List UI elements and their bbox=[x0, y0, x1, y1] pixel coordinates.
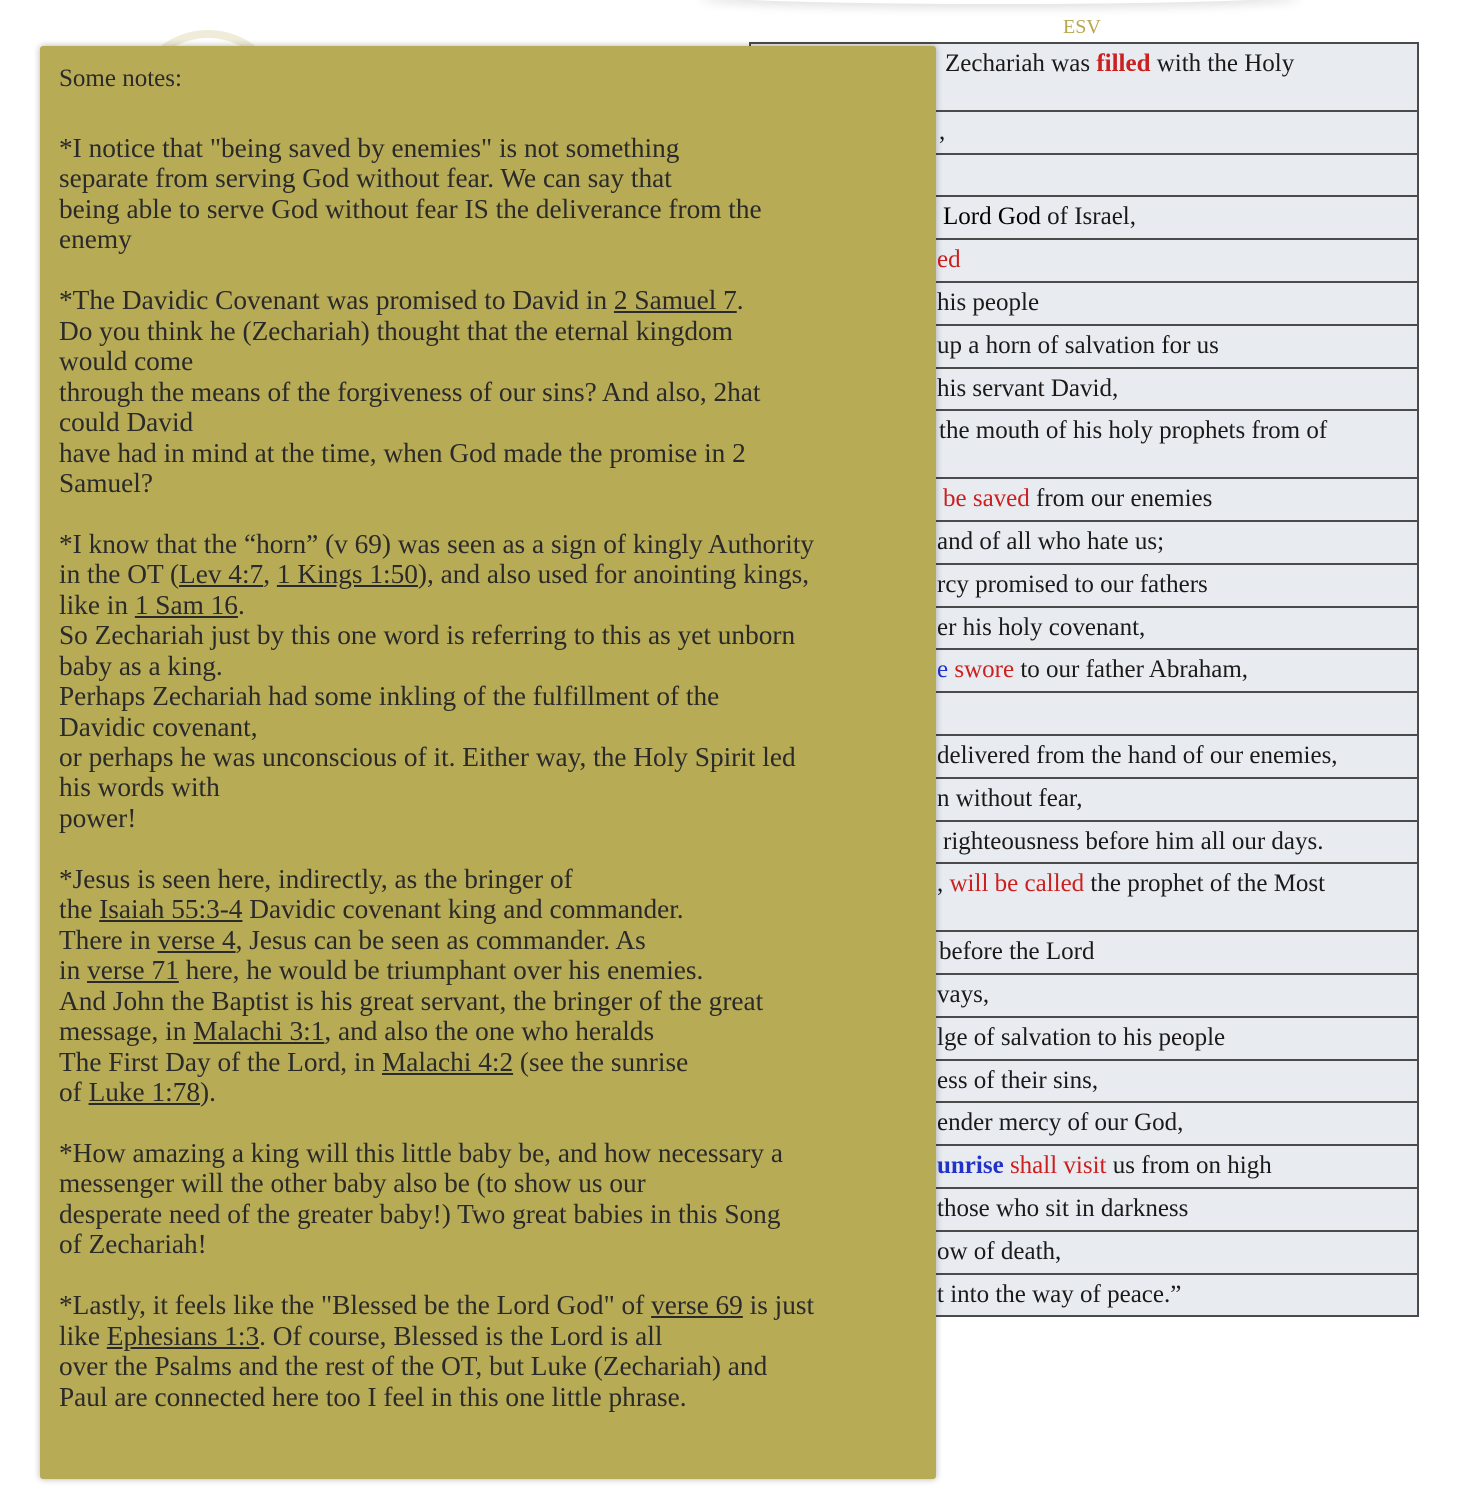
verse-fragment: , bbox=[939, 117, 946, 145]
note-text: could David bbox=[59, 407, 194, 438]
paragraph-gap bbox=[59, 1260, 936, 1290]
note-line bbox=[59, 590, 936, 620]
verse-fragment: from our enemies bbox=[1029, 485, 1213, 513]
scripture-reference-link[interactable]: Lev 4:7 bbox=[179, 559, 264, 590]
verse-fragment: n without fear, bbox=[937, 784, 1083, 812]
note-text: or perhaps he was unconscious of it. Either way, the Holy Spirit led bbox=[59, 742, 796, 773]
note-text: . bbox=[736, 285, 744, 316]
note-text: *I know that the “horn” (v 69) was seen as a sign of kingly Authority bbox=[59, 528, 815, 559]
note-line bbox=[59, 163, 936, 193]
note-line bbox=[59, 651, 936, 681]
verse-fragment: ender mercy of our God, bbox=[937, 1109, 1184, 1137]
note-line bbox=[59, 986, 936, 1016]
verse-text bbox=[937, 656, 1248, 684]
note-text: the bbox=[59, 894, 100, 925]
highlighted-word: shall visit bbox=[1003, 1152, 1107, 1180]
note-text: , Jesus can be seen as commander. As bbox=[235, 924, 646, 955]
note-text: Do you think he (Zechariah) thought that the eternal kingdom bbox=[59, 315, 733, 346]
verse-text bbox=[937, 1152, 1272, 1180]
note-text: messenger will the other baby also be (to show us our bbox=[59, 1168, 646, 1199]
verse-text bbox=[943, 828, 1323, 856]
verse-fragment: vays, bbox=[937, 980, 990, 1008]
note-text: Samuel? bbox=[59, 467, 153, 498]
verse-fragment: , bbox=[937, 870, 950, 898]
verse-text bbox=[937, 981, 989, 1009]
verse-fragment: up a horn of salvation for us bbox=[937, 331, 1219, 359]
note-text: have had in mind at the time, when God made the promise in 2 bbox=[59, 437, 746, 468]
note-line bbox=[59, 803, 936, 833]
verse-fragment: lge of salvation to his people bbox=[937, 1023, 1226, 1051]
scripture-reference-link[interactable]: 1 Kings 1:50 bbox=[276, 559, 418, 590]
verse-fragment: er his holy covenant, bbox=[937, 613, 1146, 641]
note-text: Paul are connected here too I feel in this one little phrase. bbox=[59, 1381, 687, 1412]
highlighted-word: Lord God bbox=[943, 203, 1041, 231]
note-text: in bbox=[59, 955, 88, 986]
verse-fragment: those who sit in darkness bbox=[937, 1194, 1189, 1222]
note-text: The First Day of the Lord, in bbox=[59, 1046, 382, 1077]
note-text: message, in bbox=[59, 1016, 194, 1047]
note-text: would come bbox=[59, 346, 194, 377]
note-line bbox=[59, 1351, 936, 1381]
scripture-reference-link[interactable]: verse 71 bbox=[87, 955, 179, 986]
highlighted-word: ed bbox=[937, 246, 961, 274]
verse-text bbox=[937, 375, 1118, 403]
note-text: . Of course, Blessed is the Lord is all bbox=[259, 1320, 663, 1351]
highlighted-word: swore bbox=[948, 656, 1015, 684]
note-line bbox=[59, 955, 936, 985]
note-line bbox=[59, 1382, 936, 1412]
verse-fragment: ow of death, bbox=[937, 1237, 1062, 1265]
note-text: Davidic covenant king and commander. bbox=[242, 894, 684, 925]
scripture-reference-link[interactable]: Malachi 4:2 bbox=[381, 1046, 514, 1077]
note-text: his words with bbox=[59, 772, 220, 803]
note-text: Davidic covenant, bbox=[59, 711, 258, 742]
note-text: . bbox=[237, 589, 245, 620]
note-text: *The Davidic Covenant was promised to David in bbox=[59, 285, 614, 316]
note-text: like bbox=[59, 1320, 107, 1351]
paragraph-gap bbox=[59, 833, 936, 863]
verse-fragment: with the Holy bbox=[1150, 50, 1295, 77]
paragraph-gap bbox=[59, 498, 936, 528]
note-line bbox=[59, 1290, 936, 1320]
verse-text bbox=[937, 332, 1219, 360]
note-line bbox=[59, 285, 936, 315]
note-text: , and also the one who heralds bbox=[324, 1016, 655, 1047]
verse-fragment: his servant David, bbox=[937, 374, 1119, 402]
note-line bbox=[59, 194, 936, 224]
version-label: ESV bbox=[1063, 16, 1101, 38]
verse-text bbox=[937, 785, 1082, 813]
note-line bbox=[59, 1229, 936, 1259]
verse-text bbox=[937, 614, 1145, 642]
verse-text bbox=[937, 246, 961, 274]
scripture-reference-link[interactable]: 1 Sam 16 bbox=[134, 589, 238, 620]
highlighted-word: filled bbox=[1096, 50, 1151, 77]
paragraph-gap bbox=[59, 1107, 936, 1137]
note-line bbox=[59, 529, 936, 559]
verse-text bbox=[937, 742, 1338, 770]
verse-text bbox=[937, 1109, 1183, 1137]
note-text: like in bbox=[59, 589, 135, 620]
note-line bbox=[59, 1199, 936, 1229]
header-shadow bbox=[700, 0, 1300, 4]
scripture-reference-link[interactable]: verse 69 bbox=[651, 1290, 743, 1321]
note-line bbox=[59, 681, 936, 711]
scripture-reference-link[interactable]: Isaiah 55:3-4 bbox=[99, 894, 243, 925]
highlighted-word: unrise bbox=[937, 1152, 1004, 1180]
notes-heading: Some notes: bbox=[59, 65, 182, 92]
paragraph-gap bbox=[59, 255, 936, 285]
note-line bbox=[59, 1168, 936, 1198]
note-line bbox=[59, 377, 936, 407]
verse-fragment: before the Lord bbox=[939, 938, 1095, 966]
note-line bbox=[59, 1138, 936, 1168]
notes-body bbox=[59, 133, 936, 1412]
scripture-reference-link[interactable]: Malachi 3:1 bbox=[193, 1016, 325, 1047]
verse-text bbox=[943, 485, 1212, 513]
note-line bbox=[59, 772, 936, 802]
note-line bbox=[59, 407, 936, 437]
note-text: There in bbox=[59, 924, 158, 955]
note-text: ). bbox=[200, 1077, 216, 1107]
highlighted-word: e bbox=[937, 656, 949, 684]
note-line bbox=[59, 620, 936, 650]
note-text: being able to serve God without fear IS the deliverance from the bbox=[59, 193, 762, 224]
note-line bbox=[59, 1016, 936, 1046]
note-text: of bbox=[59, 1077, 89, 1107]
note-line bbox=[59, 1321, 936, 1351]
verse-text bbox=[939, 417, 1327, 445]
verse-text bbox=[939, 938, 1094, 966]
highlighted-word: will be called bbox=[949, 870, 1085, 898]
verse-text bbox=[937, 1067, 1098, 1095]
note-text: *I notice that "being saved by enemies" is not something bbox=[59, 133, 680, 163]
note-text: ), and also used for anointing kings, bbox=[417, 559, 810, 590]
note-line bbox=[59, 1077, 936, 1107]
note-line bbox=[59, 316, 936, 346]
note-line bbox=[59, 894, 936, 924]
note-text: enemy bbox=[59, 224, 132, 255]
note-line bbox=[59, 864, 936, 894]
note-text: baby as a king. bbox=[59, 650, 223, 681]
scripture-reference-link[interactable]: 2 Samuel 7 bbox=[613, 285, 737, 316]
note-text: And John the Baptist is his great servant, the bringer of the great bbox=[59, 985, 764, 1016]
verse-fragment: Zechariah was bbox=[945, 50, 1097, 77]
note-text: *Lastly, it feels like the "Blessed be the Lord God" of bbox=[59, 1290, 652, 1321]
note-line bbox=[59, 438, 936, 468]
verse-text bbox=[937, 1238, 1061, 1266]
note-text: in the OT ( bbox=[59, 559, 180, 590]
note-text: power! bbox=[59, 802, 137, 833]
note-line bbox=[59, 133, 936, 163]
verse-text bbox=[937, 1281, 1181, 1309]
verse-text bbox=[937, 571, 1208, 599]
note-text: Perhaps Zechariah had some inkling of the fulfillment of the bbox=[59, 681, 720, 712]
verse-fragment: us from on high bbox=[1106, 1152, 1272, 1180]
verse-fragment: his people bbox=[937, 288, 1040, 316]
note-text: here, he would be triumphant over his enemies. bbox=[178, 955, 704, 986]
highlighted-word: be saved bbox=[943, 485, 1030, 513]
verse-text bbox=[939, 118, 945, 146]
verse-text bbox=[943, 203, 1136, 231]
note-line bbox=[59, 1047, 936, 1077]
note-text: is just bbox=[742, 1290, 815, 1321]
note-line bbox=[59, 712, 936, 742]
verse-text bbox=[937, 289, 1039, 317]
verse-text bbox=[937, 870, 1325, 898]
verse-fragment: the prophet of the Most bbox=[1084, 870, 1326, 898]
note-text: , bbox=[263, 559, 277, 590]
verse-fragment: delivered from the hand of our enemies, bbox=[937, 741, 1338, 769]
verse-fragment: t into the way of peace.” bbox=[937, 1280, 1182, 1308]
scripture-reference-link[interactable]: verse 4 bbox=[157, 924, 236, 955]
note-line bbox=[59, 346, 936, 376]
verse-text bbox=[937, 528, 1164, 556]
verse-fragment: ess of their sins, bbox=[937, 1066, 1099, 1094]
note-text: *How amazing a king will this little baby be, and how necessary a bbox=[59, 1137, 783, 1168]
verse-fragment: the mouth of his holy prophets from of bbox=[939, 417, 1328, 445]
verse-text bbox=[937, 1195, 1188, 1223]
note-text: (see the sunrise bbox=[513, 1046, 689, 1077]
verse-fragment: righteousness before him all our days. bbox=[943, 827, 1324, 855]
notes-popup bbox=[40, 46, 936, 1479]
scripture-reference-link[interactable]: Ephesians 1:3 bbox=[106, 1320, 260, 1351]
verse-fragment: to our father Abraham, bbox=[1014, 656, 1249, 684]
verse-fragment: rcy promised to our fathers bbox=[937, 570, 1208, 598]
note-text: of Zechariah! bbox=[59, 1229, 207, 1260]
note-text: *Jesus is seen here, indirectly, as the bringer of bbox=[59, 863, 573, 894]
note-line bbox=[59, 742, 936, 772]
note-text: over the Psalms and the rest of the OT, but Luke (Zechariah) and bbox=[59, 1351, 768, 1382]
note-text: So Zechariah just by this one word is referring to this as yet unborn bbox=[59, 620, 796, 651]
verse-text bbox=[937, 1024, 1225, 1052]
note-line bbox=[59, 559, 936, 589]
note-line bbox=[59, 224, 936, 254]
verse-fragment: of Israel, bbox=[1040, 203, 1136, 231]
note-text: separate from serving God without fear. We can say that bbox=[59, 163, 672, 194]
scripture-reference-link[interactable]: Luke 1:78 bbox=[88, 1077, 201, 1107]
note-text: through the means of the forgiveness of our sins? And also, 2hat bbox=[59, 376, 761, 407]
note-line bbox=[59, 468, 936, 498]
note-text: desperate need of the greater baby!) Two great babies in this Song bbox=[59, 1198, 781, 1229]
note-line bbox=[59, 925, 936, 955]
verse-fragment: and of all who hate us; bbox=[937, 527, 1165, 555]
verse-text bbox=[945, 50, 1294, 78]
